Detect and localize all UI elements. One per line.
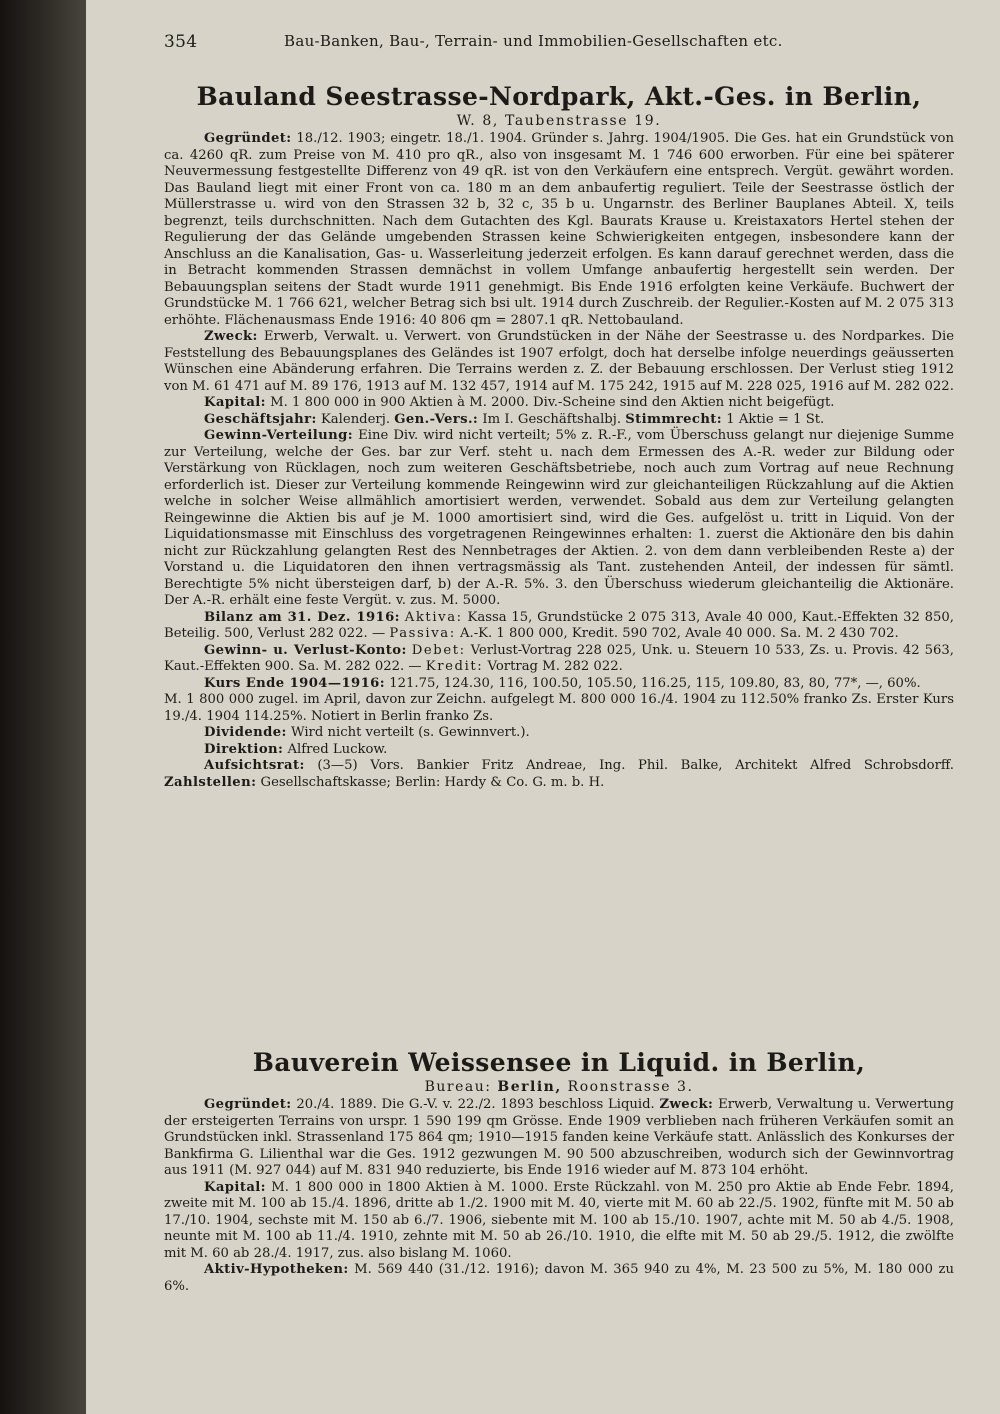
text-gegruendet: 18./12. 1903; eingetr. 18./1. 1904. Gründer s. Jahrg. 1904/1905. Die Ges. hat ein Grundstück von ca. 4260 qR. zum Preise von M. 410 pro qR., also von insgesamt M. 1 746 600 erworben. Für eine bei späterer Neuvermessung festgestellte Differenz von 49 qR. ist von den Verkäufern eine entsprech. Vergüt. gewährt worden. Das Bauland liegt mit einer Front von ca. 180 m an dem anbaufertig reguliert. Teile der Seestrasse östlich der Müllerstrasse u. wird von den Strassen 32 b, 32 c, 35 b u. Ungarnstr. des Berliner Bauplanes Abteil. X, teils begrenzt, teils durchschnitten. Nach dem Gutachten des Kgl. Baurats Krause u. Kreistaxators Hertel stehen der Regulierung der das Gelände umgebenden Strassen keine Schwierigkeiten entgegen, insbesondere kann der Anschluss an die Kanalisation, Gas- u. Wasserleitung jederzeit erfolgen. Es kann darauf gerechnet werden, dass die in Betracht kommenden Strassen demnächst in vollem Umfange anbaufertig hergestellt sein werden. Der Bebauungsplan seitens der Stadt wurde 1911 genehmigt. Bis Ende 1916 erfolgten keine Verkäufe. Buchwert der Grundstücke M. 1 766 621, welcher Betrag sich bsi ult. 1914 durch Zuschreib. der Regulier.-Kosten auf M. 2 075 313 erhöhte. Flächenausmass Ende 1916: 40 806 qm = 2807.1 qR. Nettobauland. — [164, 131, 954, 328]
page-number: 354 — [164, 32, 198, 52]
text-kurs: 121.75, 124.30, 116, 100.50, 105.50, 116.25, 115, 109.80, 83, 80, 77*, —, 60%. — [389, 675, 921, 691]
address-street: Roonstrasse 3. — [567, 1079, 694, 1095]
label-aufsichtsrat: Aufsichtsrat: — [204, 758, 305, 773]
text-genvers: Im I. Geschäftshalbj. — [482, 411, 622, 427]
text-zweck: Erwerb, Verwaltung u. Verwertung der ersteigerten Terrains von urspr. 1 590 199 qm Grösse. Ende 1909 verblieben nach früheren Verkäufen somit an Grundstücken inkl. Strassenland 175 864 qm; 1910—1915 fanden keine Verkäufe statt. Anlässlich des Konkurses der Bankfirma G. Lilienthal war die Ges. 1912 gezwungen M. 90 500 abzuschreiben, wodurch sich der Gewinnvortrag aus 1911 (M. 927 044) auf M. 831 940 reduzierte, bis Ende 1916 wieder auf M. 873 104 erhöht. — [164, 1097, 954, 1178]
label-kredit: Kredit: — [425, 659, 484, 674]
company-title: Bauland Seestrasse-Nordpark, Akt.-Ges. in Berlin, — [196, 82, 922, 111]
section-zweck — [164, 329, 954, 395]
label-geschaeftsjahr: Geschäftsjahr: — [204, 411, 317, 427]
text-gewinn-verteilung: Eine Div. wird nicht verteilt; 5% z. R.-F., vom Überschuss gelangt nur diejenige Summe zur Verteilung, welche der Ges. bar zur Verf. steht u. nach dem Ermessen des A.-R. weder zur Bildung oder Verstärkung von Rücklagen, noch zum weiteren Geschäftsbetriebe, noch auch zum Vortrag auf neue Rechnung erforderlich ist. Dieser zur Verteilung kommende Reingewinn wird zur gleichanteiligen Rückzahlung auf die Aktien welche in solcher Weise allmählich amortisiert werden, verwendet. Sobald aus dem zur Verteilung gelangten Reingewinne die Aktien bis auf je M. 1000 amortisiert sind, wird die Ges. aufgelöst u. tritt in Liquid. Von der Liquidationsmasse mit Einschluss des vorgetragenen Reingewinnes erhalten: 1. zuerst die Aktionäre den bis dahin nicht zur Rückzahlung gelangten Rest des Nennbetrages der Aktien. 2. von dem dann verbleibenden Reste a) der Vorstand u. die Liquidatoren den ihnen vertragsmässig als Tant. zustehenden Anteil, der indessen für sämtl. Berechtigte 5% nicht übersteigen darf, b) der A.-R. 5%. 3. den Überschuss wiederum gleichanteilig die Aktionäre. Der A.-R. erhält eine feste Vergüt. v. zus. M. 5000. — [164, 428, 955, 608]
label-aktiva: Aktiva: — [404, 609, 463, 625]
section-bilanz — [164, 610, 954, 643]
company-title: Bauverein Weissensee in Liquid. in Berlin, — [252, 1048, 866, 1077]
label-gegruendet: Gegründet: — [204, 131, 292, 146]
section-aufsichtsrat — [164, 758, 954, 791]
section-geschaeftsjahr — [164, 412, 954, 429]
label-debet: Debet: — [411, 642, 466, 658]
section-kurs — [164, 676, 954, 693]
text-kredit: Vortrag M. 282 022. — [487, 659, 623, 674]
text-kurs-notes: M. 1 800 000 zugel. im April, davon zur Zeichn. aufgelegt M. 800 000 16./4. 1904 zu 112.50% franko Zs. Erster Kurs 19./4. 1904 114.25%. Notiert in Berlin franko Zs. — [164, 692, 954, 724]
section-aktiv-hypotheken — [164, 1262, 954, 1295]
company-address — [164, 1079, 954, 1095]
label-stimmrecht: Stimmrecht: — [625, 411, 723, 427]
label-zahlstellen: Zahlstellen: — [164, 774, 257, 790]
label-kapital: Kapital: — [204, 1179, 266, 1195]
text-aufsichtsrat: (3—5) Vors. Bankier Fritz Andreae, Ing. Phil. Balke, Architekt Alfred Schrobsdorff. — [317, 758, 954, 773]
label-zweck: Zweck: — [659, 1097, 714, 1112]
text-aktiva: Kassa 15, Grundstücke 2 075 313, Avale 40 000, Kaut.-Effekten 32 850, Beteilig. 500, Verlust 282 022. — — [164, 609, 955, 641]
document-page — [86, 0, 1000, 1414]
label-passiva: Passiva: — [389, 626, 456, 641]
section-gewinn-verteilung — [164, 428, 954, 610]
label-direktion: Direktion: — [204, 741, 284, 757]
text-kapital: M. 1 800 000 in 1800 Aktien à M. 1000. Erste Rückzahl. von M. 250 pro Aktie ab Ende Febr. 1894, zweite mit M. 100 ab 15./4. 1896, dritte ab 1./2. 1900 mit M. 40, vierte mit M. 60 ab 22./5. 1902, fünfte mit M. 50 ab 17./10. 1904, sechste mit M. 150 ab 6./7. 1906, siebente mit M. 100 ab 15./10. 1907, achte mit M. 50 ab 4./5. 1908, neunte mit M. 100 ab 11./4. 1910, zehnte mit M. 50 ab 26./10. 1910, die elfte mit M. 50 ab 29./5. 1912, die zwölfte mit M. 60 ab 28./4. 1917, zus. also bislang M. 1060. — [164, 1179, 955, 1261]
label-genvers: Gen.-Vers.: — [394, 411, 479, 427]
text-geschaeftsjahr: Kalenderj. — [320, 411, 391, 427]
label-kapital: Kapital: — [204, 395, 266, 410]
address-prefix: Bureau: — [424, 1079, 492, 1095]
label-kurs: Kurs Ende 1904—1916: — [204, 675, 386, 691]
text-gegruendet: 20./4. 1889. Die G.-V. v. 22./2. 1893 beschloss Liquid. — [296, 1097, 655, 1112]
label-aktiv-hypotheken: Aktiv-Hypotheken: — [204, 1262, 349, 1277]
address-city: Berlin, — [497, 1079, 562, 1095]
section-gegruendet — [164, 131, 954, 329]
running-head — [164, 32, 970, 52]
company-address: W. 8, Taubenstrasse 19. — [456, 113, 662, 129]
text-dividende: Wird nicht verteilt (s. Gewinnvert.). — [291, 725, 530, 740]
section-gewinn-verlust-konto — [164, 643, 954, 676]
running-head-text: Bau-Banken, Bau-, Terrain- und Immobilien-Gesellschaften etc. — [284, 32, 783, 50]
book-gutter — [0, 0, 88, 1414]
label-gewinn-verteilung: Gewinn-Verteilung: — [204, 428, 354, 443]
company-entry-bauland-seestrasse — [164, 82, 954, 791]
section-kapital — [164, 395, 954, 412]
text-debet: Verlust-Vortrag 228 025, Unk. u. Steuern 10 533, Zs. u. Provis. 42 563, Kaut.-Effekten 900. Sa. M. 282 022. — — [164, 642, 954, 674]
text-zweck: Erwerb, Verwalt. u. Verwert. von Grundstücken in der Nähe der Seestrasse u. des Nordparkes. Die Feststellung des Bebauungsplanes des Geländes ist 1907 erfolgt, doch hat derselbe infolge neuerdings geäusserten Wünschen eine Abänderung erfahren. Die Terrains werden z. Z. der Bebauung erschlossen. Der Verlust stieg 1912 von M. 61 471 auf M. 89 176, 1913 auf M. 132 457, 1914 auf M. 175 242, 1915 auf M. 228 025, 1916 auf M. 282 022. — [164, 329, 954, 394]
company-entry-bauverein-weissensee — [164, 1048, 954, 1295]
text-aktiv-hypotheken: M. 569 440 (31./12. 1916); davon M. 365 940 zu 4%, M. 23 500 zu 5%, M. 180 000 zu 6%. — [164, 1262, 954, 1294]
section-direktion — [164, 742, 954, 759]
label-gewinn-verlust-konto: Gewinn- u. Verlust-Konto: — [204, 642, 407, 658]
section-kapital — [164, 1180, 954, 1263]
section-kurs-notes — [164, 692, 954, 725]
text-passiva: A.-K. 1 800 000, Kredit. 590 702, Avale 40 000. Sa. M. 2 430 702. — [460, 626, 899, 641]
label-gegruendet: Gegründet: — [204, 1097, 292, 1112]
text-kapital: M. 1 800 000 in 900 Aktien à M. 2000. Div.-Scheine sind den Aktien nicht beigefügt. — [270, 395, 835, 410]
label-zweck: Zweck: — [204, 329, 258, 344]
text-direktion: Alfred Luckow. — [287, 741, 388, 757]
section-gegruendet — [164, 1097, 954, 1180]
section-dividende — [164, 725, 954, 742]
label-bilanz: Bilanz am 31. Dez. 1916: — [204, 609, 400, 625]
text-zahlstellen: Gesellschaftskasse; Berlin: Hardy & Co. G. m. b. H. — [260, 774, 605, 790]
text-stimmrecht: 1 Aktie = 1 St. — [726, 411, 825, 427]
label-dividende: Dividende: — [204, 725, 287, 740]
